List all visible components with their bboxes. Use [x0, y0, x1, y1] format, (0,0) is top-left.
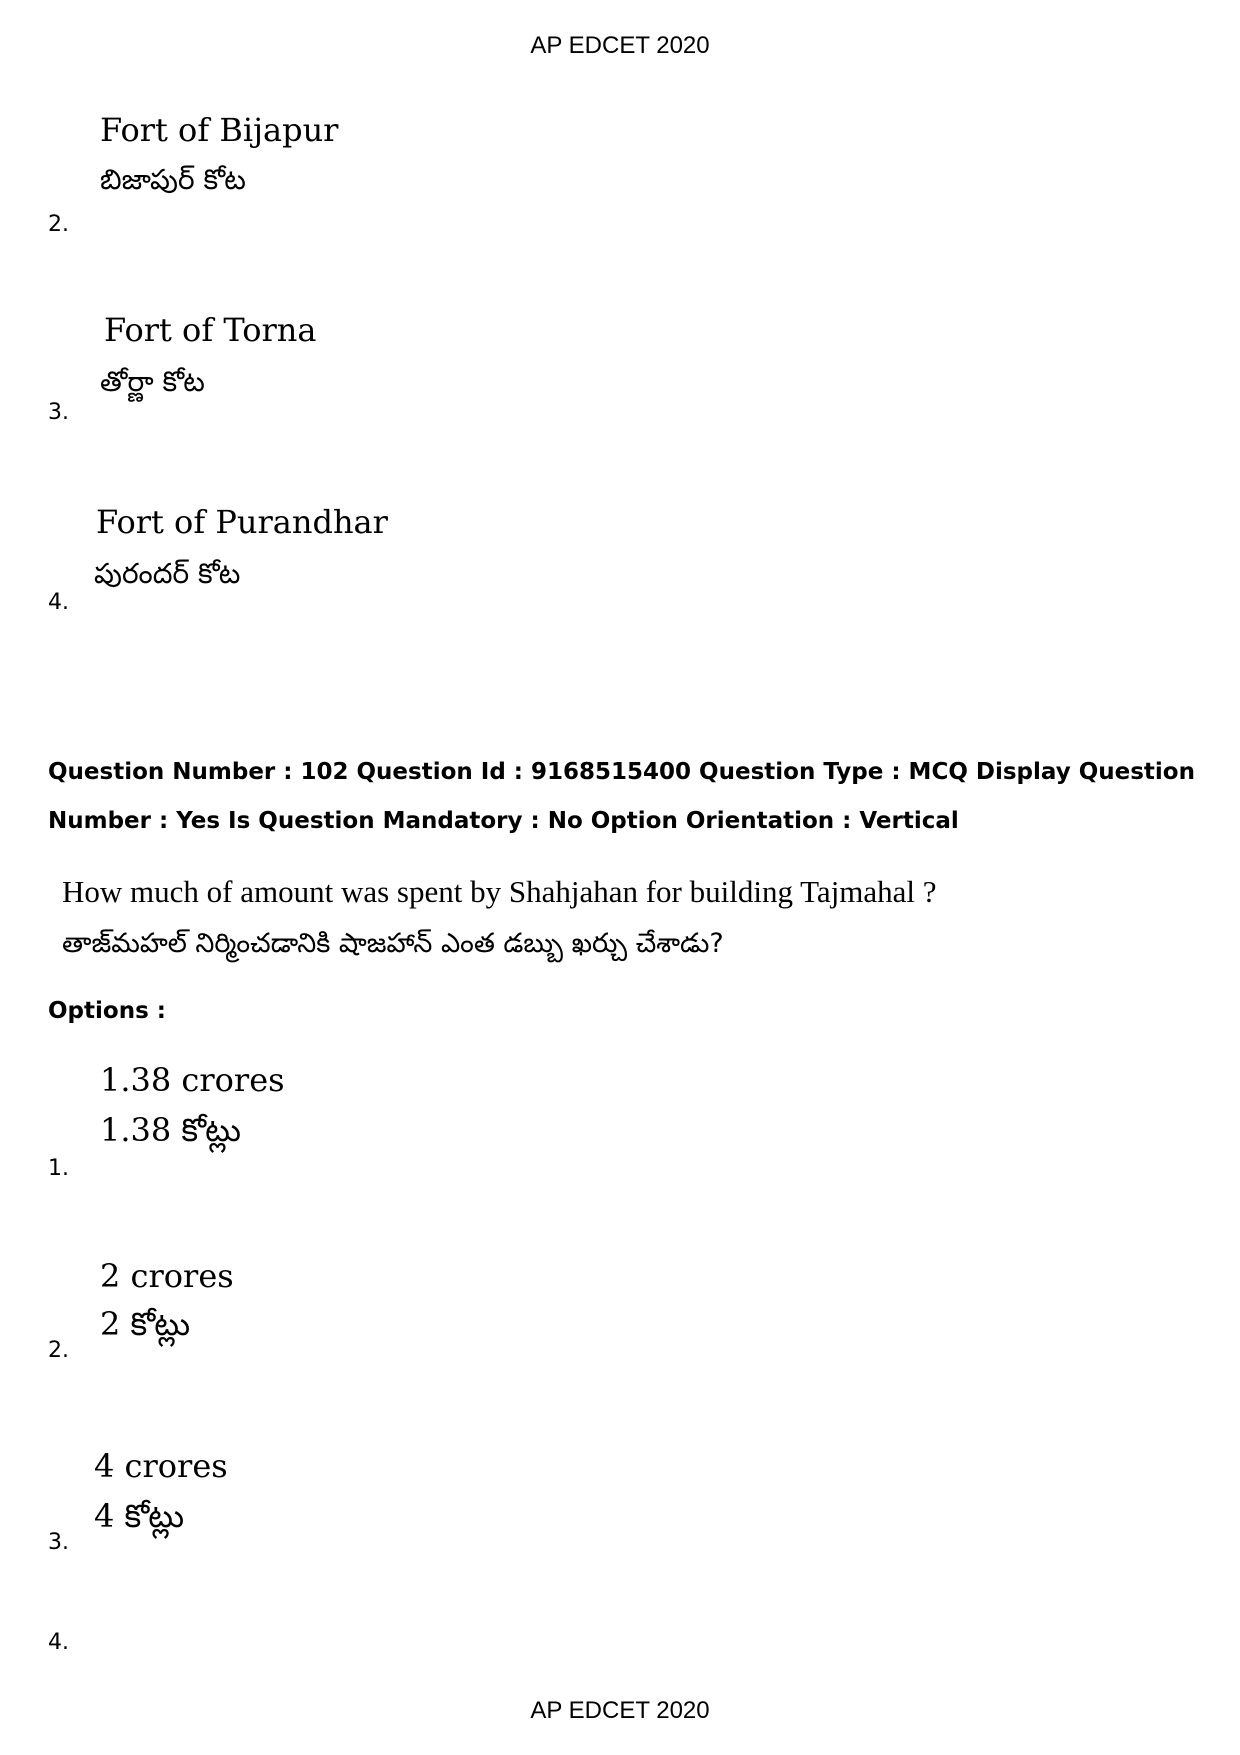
option-telugu-text: 4 కోట్లు — [94, 1497, 185, 1535]
options-label: Options : — [48, 998, 166, 1024]
option-telugu-text: 1.38 కోట్లు — [100, 1111, 241, 1149]
option-telugu-text: పురందర్ కోట — [94, 557, 241, 590]
option-english-text: 2 crores — [100, 1257, 234, 1295]
option-english-text: 4 crores — [94, 1447, 228, 1485]
question-text-english: How much of amount was spent by Shahjahan for building Tajmahal ? — [62, 874, 937, 909]
question-meta-line-1: Question Number : 102 Question Id : 9168515400 Question Type : MCQ Display Question — [48, 759, 1195, 785]
option-telugu-text: తోర్ణా కోట — [100, 365, 205, 398]
option-english-text: Fort of Bijapur — [100, 111, 339, 149]
question-meta-line-2: Number : Yes Is Question Mandatory : No Option Orientation : Vertical — [48, 808, 959, 834]
option-number: 3. — [48, 1530, 69, 1555]
option-number: 4. — [48, 1630, 69, 1655]
option-english-text: 1.38 crores — [100, 1061, 285, 1099]
option-telugu-text: బిజాపుర్ కోట — [100, 163, 246, 196]
option-number: 2. — [48, 1338, 69, 1363]
option-english-text: Fort of Purandhar — [96, 503, 388, 541]
page-header: AP EDCET 2020 — [530, 32, 710, 59]
option-number: 1. — [48, 1156, 69, 1181]
option-telugu-text: 2 కోట్లు — [100, 1305, 191, 1343]
page-footer: AP EDCET 2020 — [530, 1697, 710, 1724]
option-number: 3. — [48, 400, 69, 425]
option-english-text: Fort of Torna — [104, 311, 317, 349]
option-number: 4. — [48, 590, 69, 615]
question-text-telugu: తాజ్‌మహల్ నిర్మించడానికి షాజహాన్ ఎంత డబ్బు ఖర్చు చేశాడు? — [62, 928, 724, 959]
question-meta — [48, 748, 1198, 846]
option-number: 2. — [48, 212, 69, 237]
